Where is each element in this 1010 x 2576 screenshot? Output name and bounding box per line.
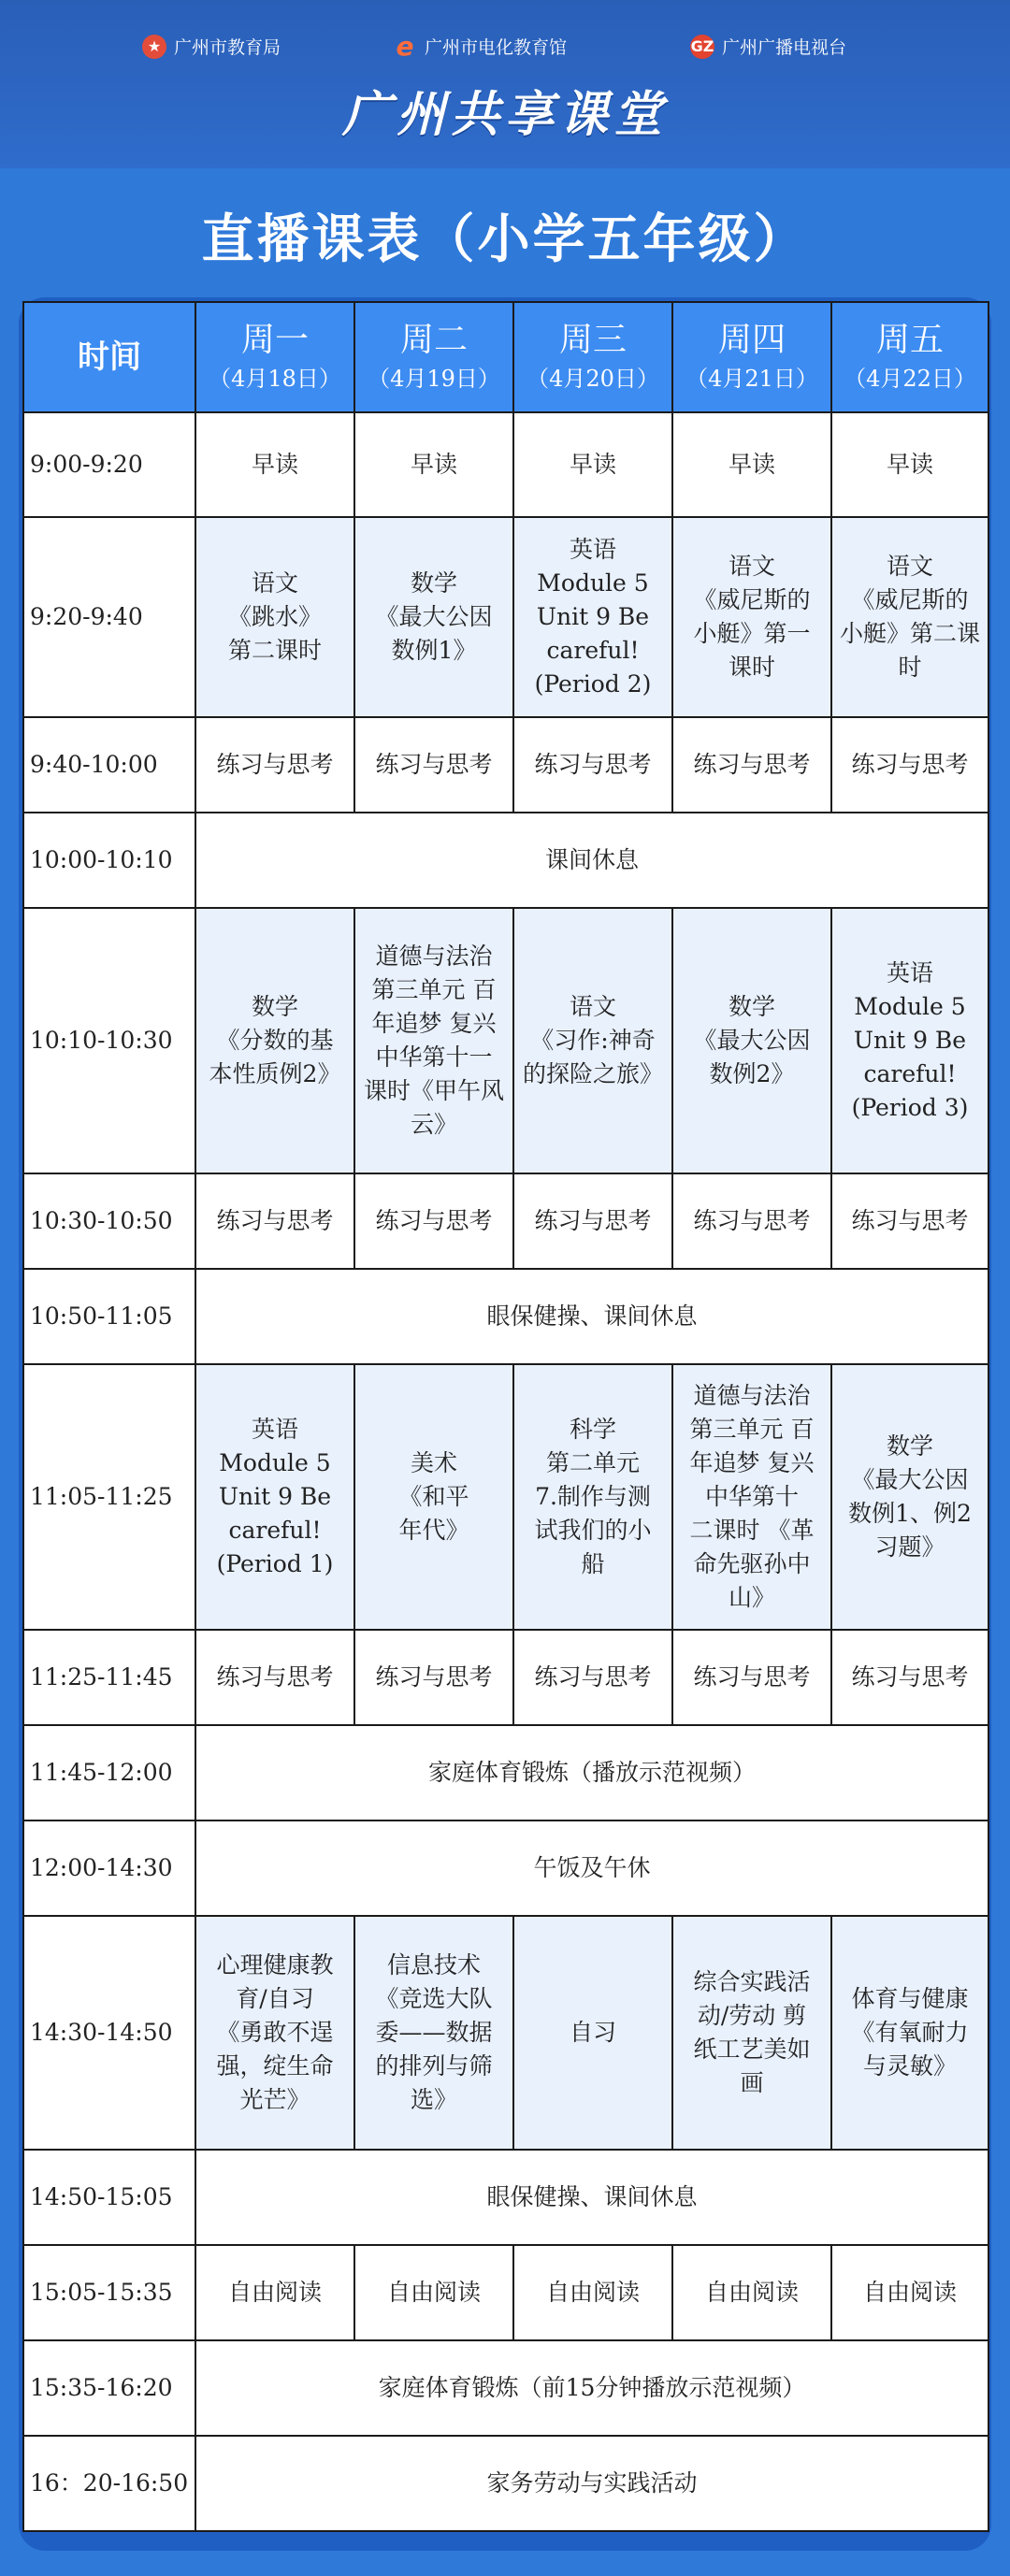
schedule-row (23, 1630, 988, 1725)
schedule-row (23, 1820, 988, 1916)
lesson-cell: 数学 《分数的基 本性质例2》 (195, 908, 354, 1173)
schedule-row (23, 2245, 988, 2340)
lesson-cell: 信息技术 《竞选大队 委——数据 的排列与筛 选》 (354, 1916, 513, 2150)
all-days-activity: 家庭体育锻炼（前15分钟播放示范视频） (195, 2340, 988, 2436)
day-date: （4月20日） (527, 366, 659, 392)
lesson-cell: 练习与思考 (354, 717, 513, 813)
time-slot: 14:30-14:50 (23, 1916, 195, 2150)
all-days-activity: 课间休息 (195, 813, 988, 908)
time-column-header: 时间 (23, 302, 195, 412)
lesson-cell: 练习与思考 (831, 1630, 988, 1725)
lesson-cell: 早读 (354, 412, 513, 517)
schedule-row (23, 2340, 988, 2436)
time-slot: 9:40-10:00 (23, 717, 195, 813)
lesson-cell: 道德与法治 第三单元 百 年追梦 复兴 中华第十一 课时《甲午风 云》 (354, 908, 513, 1173)
lesson-cell: 练习与思考 (831, 717, 988, 813)
organizer-tv-station (690, 34, 846, 59)
lesson-cell: 科学 第二单元 7.制作与测 试我们的小 船 (513, 1364, 672, 1630)
lesson-cell: 练习与思考 (513, 1630, 672, 1725)
lesson-cell: 练习与思考 (672, 1630, 831, 1725)
day-name: 周五 (875, 321, 944, 359)
day-date: （4月19日） (368, 366, 500, 392)
page-title: 直播课表（小学五年级） (201, 209, 809, 270)
lesson-cell: 自由阅读 (354, 2245, 513, 2340)
lesson-cell: 练习与思考 (354, 1173, 513, 1269)
lesson-cell: 自由阅读 (195, 2245, 354, 2340)
day-header (831, 302, 988, 412)
lesson-cell: 练习与思考 (513, 1173, 672, 1269)
lesson-cell: 美术 《和平 年代》 (354, 1364, 513, 1630)
lesson-cell: 心理健康教 育/自习 《勇敢不逞 强，绽生命 光芒》 (195, 1916, 354, 2150)
time-slot: 11:25-11:45 (23, 1630, 195, 1725)
day-name: 周二 (399, 321, 468, 359)
e-logo-icon: e (396, 31, 414, 62)
lesson-cell: 英语 Module 5 Unit 9 Be careful! (Period 2) (513, 517, 672, 717)
lesson-cell: 练习与思考 (195, 717, 354, 813)
time-slot: 15:35-16:20 (23, 2340, 195, 2436)
lesson-cell: 自由阅读 (672, 2245, 831, 2340)
day-header (513, 302, 672, 412)
day-header (354, 302, 513, 412)
brand-title: 广州共享课堂 (341, 87, 668, 143)
time-slot: 12:00-14:30 (23, 1820, 195, 1916)
lesson-cell: 早读 (195, 412, 354, 517)
time-slot: 11:05-11:25 (23, 1364, 195, 1630)
day-name: 周一 (240, 321, 309, 359)
lesson-cell: 练习与思考 (672, 717, 831, 813)
organizer-e-edu-center (393, 31, 568, 62)
time-slot: 10:30-10:50 (23, 1173, 195, 1269)
lesson-cell: 自由阅读 (831, 2245, 988, 2340)
all-days-activity: 家务劳动与实践活动 (195, 2436, 988, 2531)
day-date: （4月22日） (844, 366, 976, 392)
all-days-activity: 午饭及午休 (195, 1820, 988, 1916)
day-date: （4月18日） (209, 366, 341, 392)
lesson-cell: 练习与思考 (513, 717, 672, 813)
schedule-row (23, 717, 988, 813)
lesson-cell: 练习与思考 (672, 1173, 831, 1269)
lesson-cell: 数学 《最大公因 数例1、例2 习题》 (831, 1364, 988, 1630)
organizer-label: 广州市教育局 (174, 37, 281, 58)
schedule-row (23, 1916, 988, 2150)
time-slot: 11:45-12:00 (23, 1725, 195, 1820)
time-slot: 14:50-15:05 (23, 2150, 195, 2245)
organizers-bar (0, 31, 1010, 67)
schedule-row (23, 1364, 988, 1630)
lesson-cell: 练习与思考 (195, 1630, 354, 1725)
header-row (23, 302, 988, 412)
day-date: （4月21日） (685, 366, 818, 392)
day-header (672, 302, 831, 412)
lesson-cell: 英语 Module 5 Unit 9 Be careful! (Period 3) (831, 908, 988, 1173)
lesson-cell: 练习与思考 (195, 1173, 354, 1269)
schedule-table (22, 301, 989, 2532)
all-days-activity: 家庭体育锻炼（播放示范视频） (195, 1725, 988, 1820)
organizer-label: 广州市电化教育馆 (425, 37, 568, 58)
time-slot: 15:05-15:35 (23, 2245, 195, 2340)
time-slot: 16：20-16:50 (23, 2436, 195, 2531)
day-header (195, 302, 354, 412)
lesson-cell: 早读 (672, 412, 831, 517)
lesson-cell: 早读 (831, 412, 988, 517)
lesson-cell: 道德与法治 第三单元 百 年追梦 复兴 中华第十 二课时 《革 命先驱孙中 山》 (672, 1364, 831, 1630)
schedule-row (23, 412, 988, 517)
schedule-row (23, 1269, 988, 1364)
schedule-row (23, 517, 988, 717)
lesson-cell: 练习与思考 (831, 1173, 988, 1269)
organizer-label: 广州广播电视台 (722, 37, 847, 58)
schedule-row (23, 1725, 988, 1820)
time-slot: 10:10-10:30 (23, 908, 195, 1173)
day-name: 周三 (558, 321, 627, 359)
schedule-row (23, 2436, 988, 2531)
lesson-cell: 综合实践活 动/劳动 剪 纸工艺美如 画 (672, 1916, 831, 2150)
lesson-cell: 数学 《最大公因 数例2》 (672, 908, 831, 1173)
lesson-cell: 语文 《习作:神奇 的探险之旅》 (513, 908, 672, 1173)
all-days-activity: 眼保健操、课间休息 (195, 2150, 988, 2245)
time-slot: 10:00-10:10 (23, 813, 195, 908)
schedule-row (23, 2150, 988, 2245)
lesson-cell: 数学 《最大公因 数例1》 (354, 517, 513, 717)
lesson-cell: 自习 (513, 1916, 672, 2150)
time-slot: 9:00-9:20 (23, 412, 195, 517)
lesson-cell: 早读 (513, 412, 672, 517)
time-slot: 10:50-11:05 (23, 1269, 195, 1364)
organizer-edu-bureau (142, 34, 281, 59)
lesson-cell: 语文 《跳水》 第二课时 (195, 517, 354, 717)
lesson-cell: 自由阅读 (513, 2245, 672, 2340)
day-name: 周四 (717, 321, 786, 359)
edu-bureau-logo-icon: ★ (142, 35, 166, 59)
schedule-row (23, 813, 988, 908)
time-slot: 9:20-9:40 (23, 517, 195, 717)
lesson-cell: 语文 《威尼斯的 小艇》第二课 时 (831, 517, 988, 717)
lesson-cell: 英语 Module 5 Unit 9 Be careful! (Period 1) (195, 1364, 354, 1630)
schedule-row (23, 908, 988, 1173)
schedule-row (23, 1173, 988, 1269)
lesson-cell: 语文 《威尼斯的 小艇》第一 课时 (672, 517, 831, 717)
tv-station-logo-icon: GZ (690, 35, 714, 59)
lesson-cell: 体育与健康 《有氧耐力 与灵敏》 (831, 1916, 988, 2150)
lesson-cell: 练习与思考 (354, 1630, 513, 1725)
all-days-activity: 眼保健操、课间休息 (195, 1269, 988, 1364)
